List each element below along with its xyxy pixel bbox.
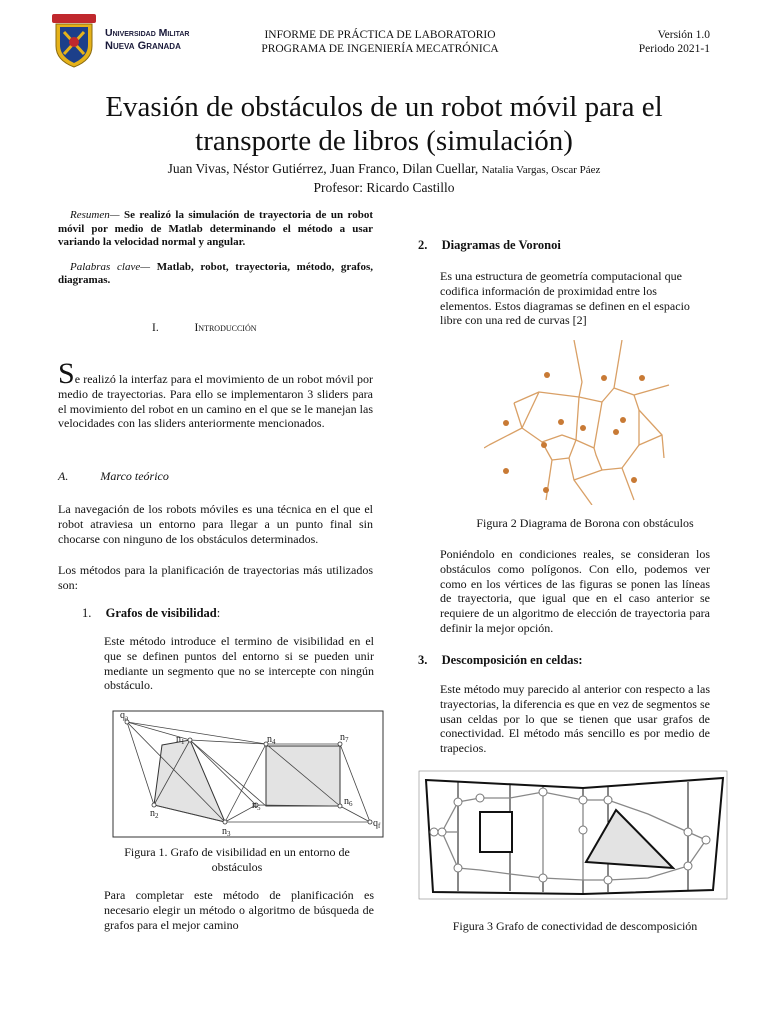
keywords-text: Matlab, robot, trayectoria, método, grafos, diagramas. — [58, 260, 374, 286]
para-completar: Para completar este método de planificación es necesario elegir un método o algoritmo de búsqueda de grafos para el mejor camino — [104, 888, 374, 932]
label-n6: $n_6$ — [344, 796, 353, 808]
section-title: Introducción — [194, 322, 257, 334]
list-number: 3. — [418, 653, 428, 667]
para-metodos: Los métodos para la planificación de trayectorias más utilizados son: — [58, 563, 373, 592]
intro-paragraph — [58, 357, 373, 431]
authors-main: Juan Vivas, Néstor Gutiérrez, Juan Franco, Dilan Cuellar, — [167, 161, 479, 176]
subsection-number: A. — [58, 469, 69, 483]
label-qf: $q_f$ — [373, 818, 381, 830]
dropcap: S — [58, 357, 75, 390]
header-center-line-1: INFORME DE PRÁCTICA DE LABORATORIO — [264, 29, 496, 41]
list-number: 1. — [82, 606, 92, 620]
keywords-label: Palabras clave— — [70, 260, 151, 273]
keywords — [58, 261, 373, 288]
item1-text: Este método introduce el termino de visibilidad en el que se definen puntos del entorno si se pueden unir mediante un segmento que no se intercepte con ningún obstáculo. — [104, 634, 374, 693]
shield-icon — [50, 12, 98, 68]
university-logo — [50, 12, 200, 68]
list-item-2-heading — [418, 238, 561, 253]
para-navegacion: La navegación de los robots móviles es una técnica en el que el robot atraviesa un entorno para llegar a un punto final sin chocarse con ninguno de los obstáculos determinados. — [58, 502, 373, 546]
figure-3-caption: Figura 3 Grafo de conectividad de descomposición — [452, 919, 698, 933]
list-colon: : — [216, 606, 221, 620]
subsection-heading — [58, 469, 169, 484]
list-item-1-heading — [82, 606, 220, 621]
list-number: 2. — [418, 238, 428, 252]
label-n2: $n_2$ — [150, 808, 159, 820]
item3-text: Este método muy parecido al anterior con respecto a las trayectorias, la diferencia es que en vez de segmentos se usan celdas por lo que se tienen que usar grafos de conectividad. El método más sencillo es por medio de trapecios. — [440, 682, 710, 756]
logo-text-2: Nueva Granada — [105, 40, 181, 52]
label-n3: $n_3$ — [222, 826, 231, 838]
item2-text: Es una estructura de geometría computacional que codifica información de proximidad entre los elementos. Estos diagramas se definen en el espacio libre con una red de curvas [2] — [440, 269, 690, 328]
header-period: Periodo 2021-1 — [638, 43, 710, 55]
header-center-line-2: PROGRAMA DE INGENIERÍA MECATRÓNICA — [261, 43, 499, 55]
section-heading-intro — [152, 322, 257, 334]
list-title: Descomposición en celdas: — [441, 653, 583, 667]
figure-3-cell-decomposition — [418, 770, 728, 900]
professor: Profesor: Ricardo Castillo — [313, 180, 455, 195]
section-number: I. — [152, 322, 159, 334]
figure-1-caption: Figura 1. Grafo de visibilidad en un entorno de obstáculos — [124, 845, 350, 874]
figure-2-caption: Figura 2 Diagrama de Borona con obstáculos — [476, 516, 694, 530]
para-poniendo: Poniéndolo en condiciones reales, se consideran los obstáculos como polígonos. Con ello, podemos ver como en los vértices de las figuras se ponen las líneas de trayectoria, que igual que en el caso anterior se requiere de un algoritmo de elección de trayectoria para definir la mejor opción. — [440, 547, 710, 635]
abstract-label: Resumen— — [70, 209, 120, 221]
header-version: Versión 1.0 — [657, 29, 710, 41]
page-title: Evasión de obstáculos de un robot móvil para el transporte de libros (simulación) — [105, 91, 663, 157]
authors-block — [0, 160, 768, 196]
subsection-title: Marco teórico — [100, 469, 169, 483]
logo-text-1: Universidad Militar — [105, 27, 190, 39]
list-title: Grafos de visibilidad — [105, 606, 217, 620]
list-item-3-heading — [418, 653, 583, 668]
figure-1-visibility-graph — [112, 710, 384, 838]
abstract — [58, 209, 373, 250]
label-n7: $n_7$ — [340, 732, 349, 744]
list-title: Diagramas de Voronoi — [441, 238, 561, 252]
abstract-text: Se realizó la simulación de trayectoria de un robot móvil por medio de Matlab determinando el método a usar variando la velocidad normal y angular. — [58, 209, 373, 248]
label-n5: $n_5$ — [252, 800, 261, 812]
authors-small: Natalia Vargas, Oscar Páez — [481, 164, 601, 176]
label-n4: $n_4$ — [267, 734, 276, 746]
label-qa: $q_a$ — [120, 710, 129, 722]
figure-2-voronoi-diagram — [484, 340, 674, 505]
intro-text: e realizó la interfaz para el movimiento de un robot móvil por medio de trayectorias. Para ello se implementaron 3 sliders para el movimiento del robot en un camino en el que se le manejan las velocidades con las sliders anteriormente mencionados. — [58, 372, 373, 431]
label-n1: $n_1$ — [176, 734, 185, 746]
